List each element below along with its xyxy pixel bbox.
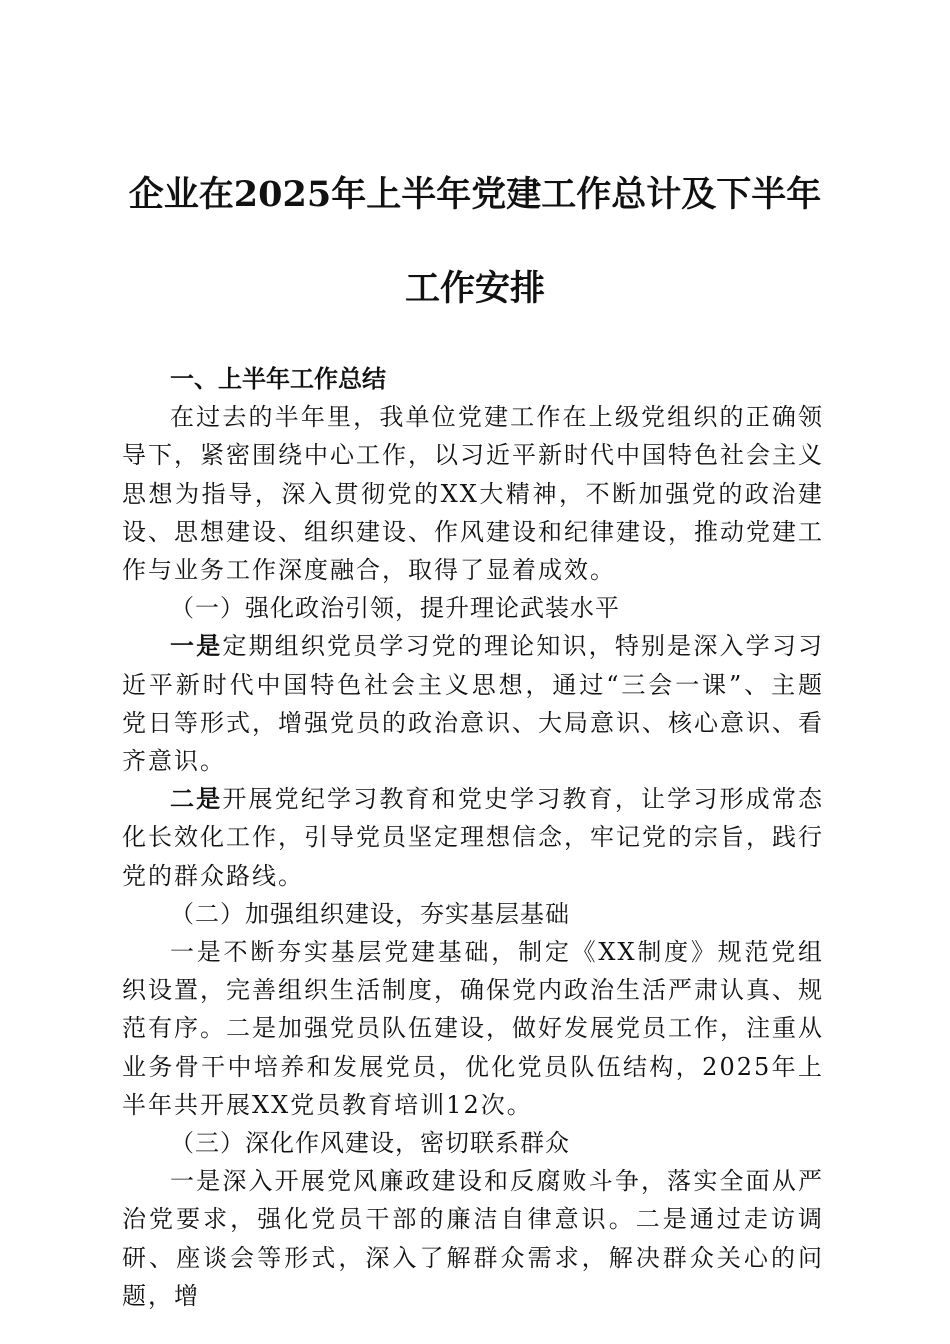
paragraph-text: 定期组织党员学习党的理论知识，特别是深入学习习近平新时代中国特色社会主义思想，通过“三会一课”、主题党日等形式，增强党员的政治意识、大局意识、核心意识、看齐意识。 — [122, 632, 825, 776]
paragraph-lead-first: 一是 — [170, 631, 223, 661]
subsection-heading-3: （三）深化作风建设，密切联系群众 — [170, 1129, 570, 1158]
paragraph-text: 开展党纪学习教育和党史学习教育，让学习形成常态化长效化工作，引导党员坚定理想信念，牢记党的宗旨，践行党的群众路线。 — [122, 785, 825, 890]
document-body — [122, 360, 824, 1315]
subsection-3-paragraph: 一是深入开展党风廉政建设和反腐败斗争，落实全面从严治党要求，强化党员干部的廉洁自律意识。二是通过走访调研、座谈会等形式，深入了解群众需求，解决群众关心的问题，增 — [122, 1167, 824, 1310]
document-title-line-2: 工作安排 — [404, 268, 545, 309]
subsection-2-paragraph: 一是不断夯实基层党建基础，制定《XX制度》规范党组织设置，完善组织生活制度，确保党内政治生活严肃认真、规范有序。二是加强党员队伍建设，做好发展党员工作，注重从业务骨干中培养和发展党员，优化党员队伍结构，2025年上半年共开展XX党员教育培训12次。 — [122, 938, 824, 1119]
section-heading-1: 一、上半年工作总结 — [170, 365, 386, 393]
subsection-heading-1: （一）强化政治引领，提升理论武装水平 — [170, 594, 620, 623]
subsection-1-paragraph-2 — [122, 780, 824, 895]
subsection-1-paragraph-1 — [122, 627, 824, 780]
subsection-heading-2: （二）加强组织建设，夯实基层基础 — [170, 899, 570, 928]
document-title-line-1: 企业在2025年上半年党建工作总计及下半年 — [128, 174, 822, 215]
intro-paragraph: 在过去的半年里，我单位党建工作在上级党组织的正确领导下，紧密围绕中心工作，以习近平新时代中国特色社会主义思想为指导，深入贯彻党的XX大精神，不断加强党的政治建设、思想建设、组织建设、作风建设和纪律建设，推动党建工作与业务工作深度融合，取得了显着成效。 — [122, 403, 824, 585]
paragraph-lead-second: 二是 — [170, 784, 223, 814]
